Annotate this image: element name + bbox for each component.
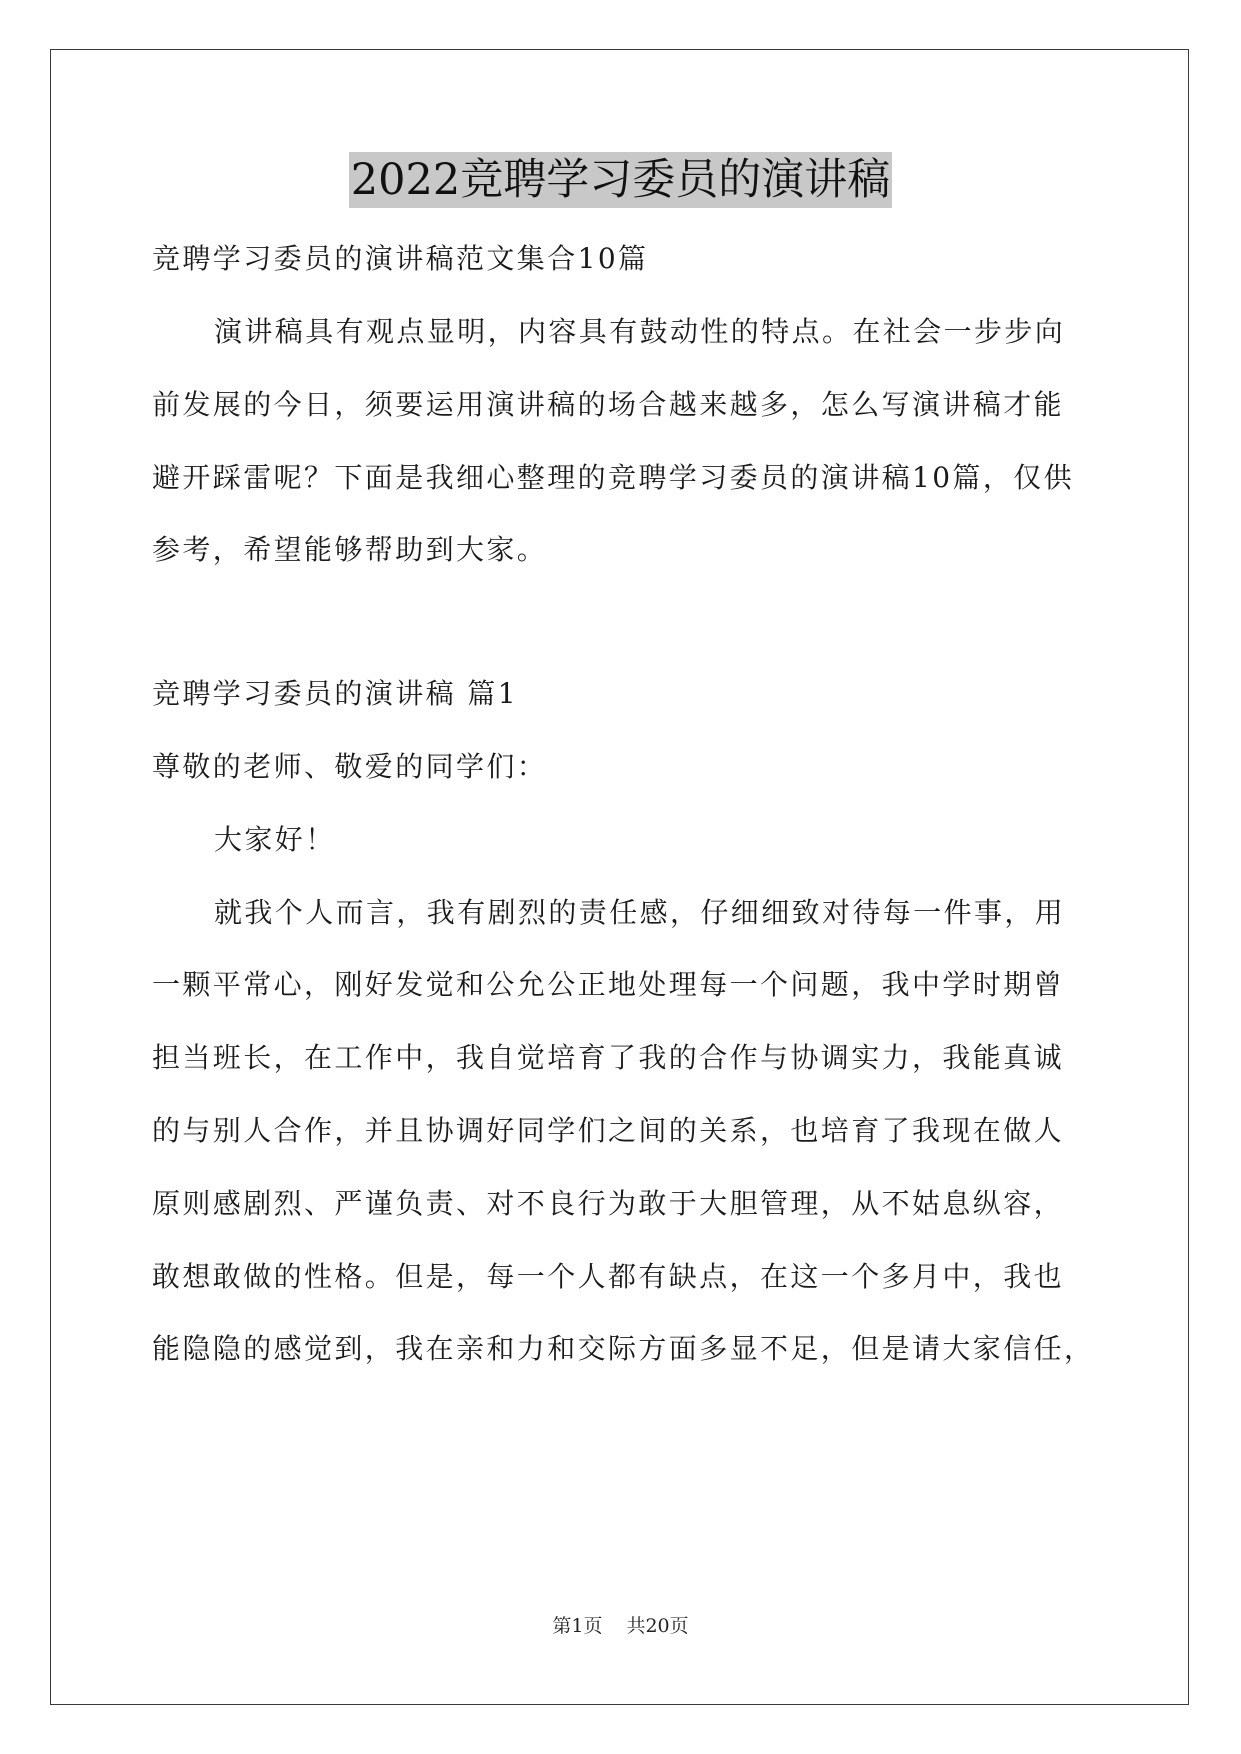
page-total: 共20页: [626, 1615, 689, 1637]
section-heading: 竞聘学习委员的演讲稿 篇1: [152, 677, 518, 710]
body-line: 的与别人合作，并且协调好同学们之间的关系，也培育了我现在做人: [152, 1114, 1065, 1147]
body-line: 能隐隐的感觉到，我在亲和力和交际方面多显不足，但是请大家信任，: [152, 1332, 1095, 1365]
body-line: 担当班长，在工作中，我自觉培育了我的合作与协调实力，我能真诚: [152, 1041, 1065, 1074]
title-container: [0, 152, 1241, 208]
intro-line: 避开踩雷呢？下面是我细心整理的竞聘学习委员的演讲稿10篇，仅供: [152, 461, 1075, 494]
body-line: 原则感剧烈、严谨负责、对不良行为敢于大胆管理，从不姑息纵容，: [152, 1187, 1065, 1220]
greeting: 大家好！: [214, 823, 336, 856]
body-line: 敢想敢做的性格。但是，每一个人都有缺点，在这一个多月中，我也: [152, 1260, 1065, 1293]
page-border: [50, 49, 1189, 1705]
body-line: 就我个人而言，我有剧烈的责任感，仔细细致对待每一件事，用: [214, 896, 1066, 929]
document-title: 2022竞聘学习委员的演讲稿: [349, 152, 892, 208]
salutation: 尊敬的老师、敬爱的同学们：: [152, 750, 548, 783]
intro-line: 前发展的今日，须要运用演讲稿的场合越来越多，怎么写演讲稿才能: [152, 388, 1065, 421]
body-line: 一颗平常心，刚好发觉和公允公正地处理每一个问题，我中学时期曾: [152, 968, 1065, 1001]
intro-line: 参考，希望能够帮助到大家。: [152, 533, 548, 566]
document-subtitle: 竞聘学习委员的演讲稿范文集合10篇: [152, 242, 649, 275]
page-number: 第1页: [552, 1615, 603, 1637]
page-footer: [0, 1614, 1241, 1638]
intro-line: 演讲稿具有观点显明，内容具有鼓动性的特点。在社会一步步向: [214, 315, 1066, 348]
